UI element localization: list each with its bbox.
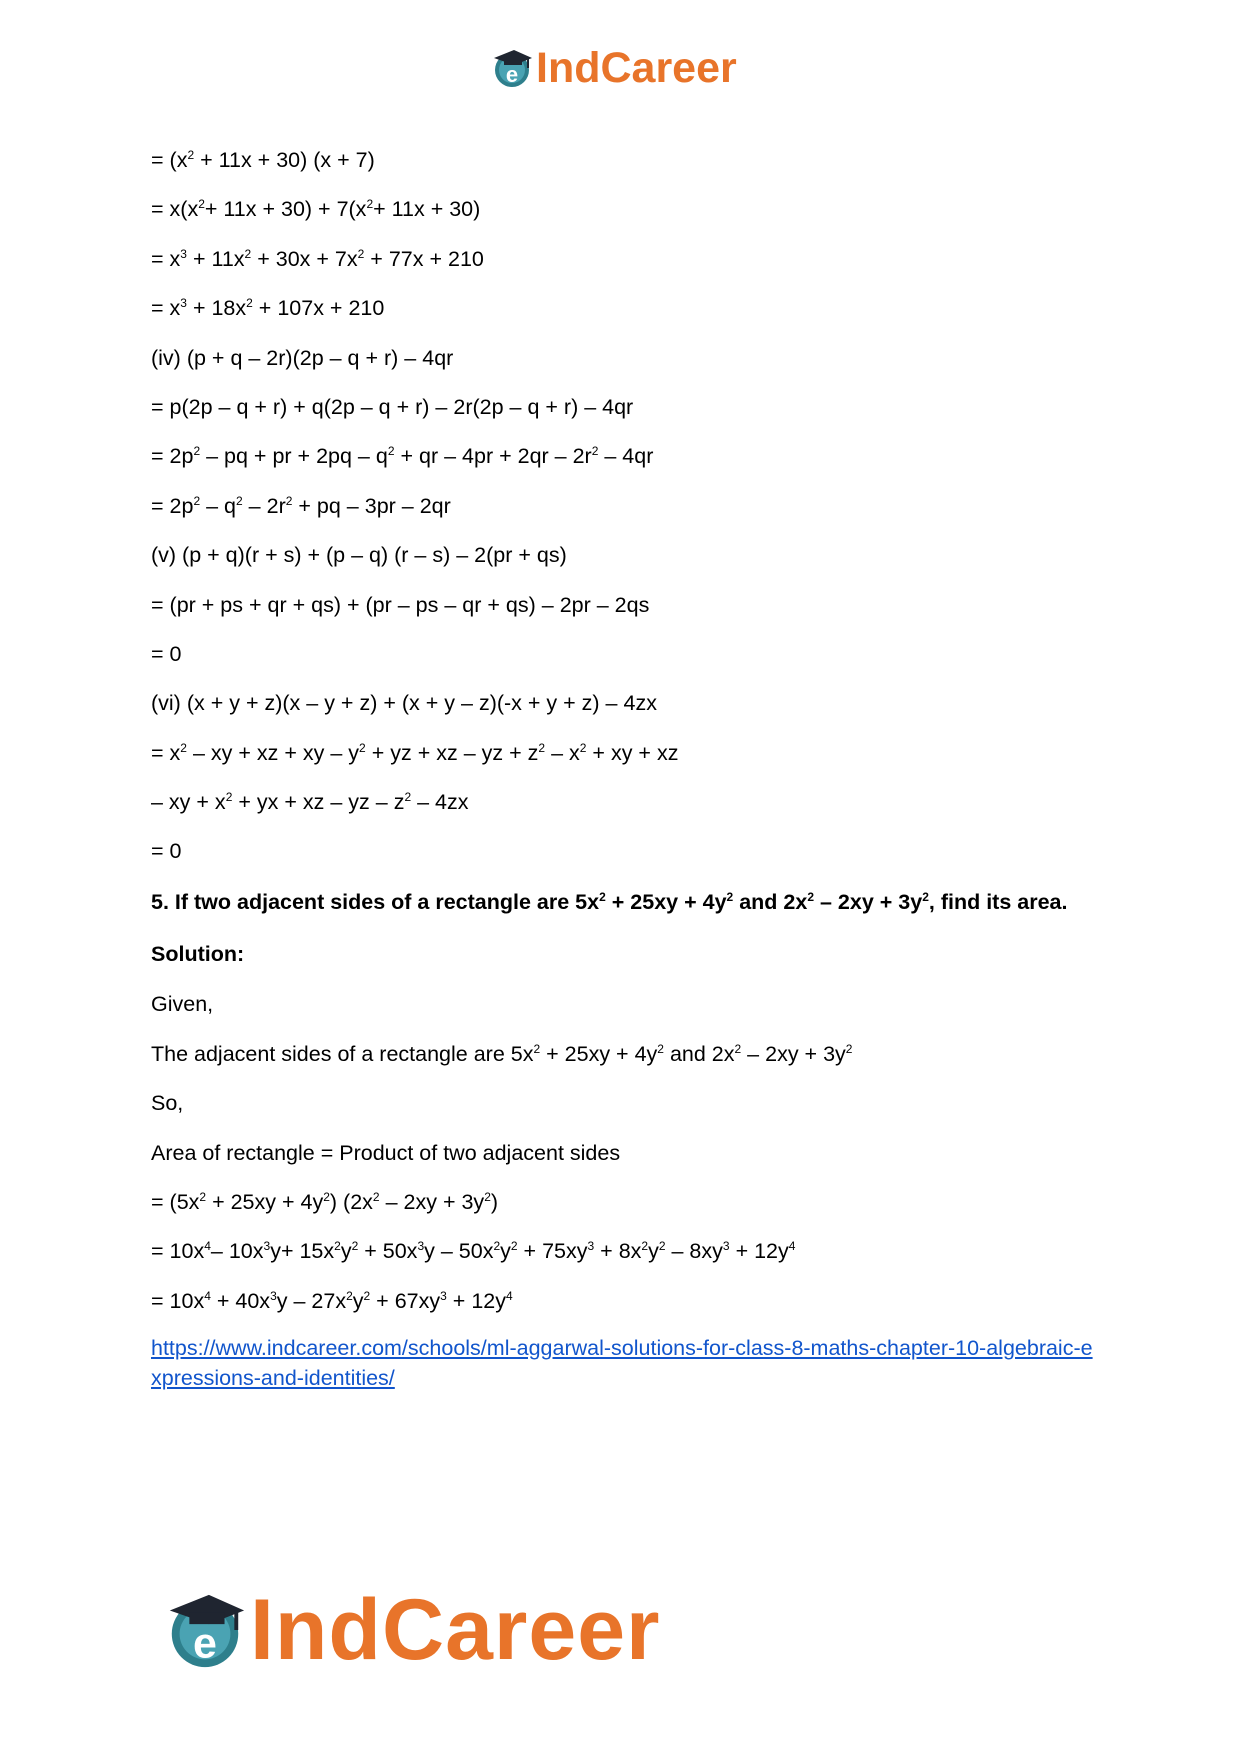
equation-line: – xy + $x^2$ + yx + xz – yz – $z^2 - 4zx$	[151, 790, 469, 815]
equation-line: Area of rectangle = Product of two adjacent sides	[151, 1140, 621, 1165]
equation-line: = $2p^2 - q^2 - 2r^2$ + pq – 3pr – 2qr	[151, 493, 451, 518]
footer-logo-text: IndCareer	[250, 1582, 661, 1678]
svg-text:e: e	[193, 1619, 217, 1668]
equation-line: = 0	[151, 641, 182, 666]
equation-line: = 0	[151, 839, 182, 864]
equation-line: = $10x^4-$ $10x^3y+ 15x^2y^2 + 50x^3y - 50x^2y^2 + 75xy^3 + 8x^2y^2 - 8xy^3 + 12y^4$	[151, 1239, 796, 1264]
equation-lines	[151, 146, 1101, 865]
graduation-cap-globe-icon	[162, 1587, 248, 1673]
solution-label: Solution:	[151, 942, 245, 967]
equation-line: (iv) (p + q – 2r)(2p – q + r) – 4qr	[151, 345, 454, 370]
equation-line: = $(5x^2 + 25xy + 4y^2)$ $(2x^2 - 2xy + 3y^2)$	[151, 1190, 499, 1215]
equation-line: = $x(x^2+ 11x + 30) + 7(x^2+ 11x + 30)$	[151, 197, 481, 222]
graduation-cap-globe-icon	[490, 46, 534, 90]
svg-text:e: e	[505, 62, 519, 87]
equation-line: (vi) (x + y + z)(x – y + z) + (x + y – z)(-x + y + z) – 4zx	[151, 691, 657, 716]
equation-line: = (pr + ps + qr + qs) + (pr – ps – qr + qs) – 2pr – 2qs	[151, 592, 650, 617]
question-5: 5. If two adjacent sides of a rectangle are $5x^2 + 25xy + 4y^2$ and $2x^2 - 2xy + 3y^2$, find its area.	[151, 890, 1068, 915]
equation-line: = $x^2$ – xy + xz + xy – $y^2$ + yz + xz – yz + $z^2 - x^2$ + xy + xz	[151, 740, 679, 765]
equation-line: (v) (p + q)(r + s) + (p – q) (r – s) – 2(pr + qs)	[151, 543, 567, 568]
solution-lines	[151, 990, 1101, 1314]
document-body	[151, 146, 1101, 1393]
equation-line: = $(x^2 + 11x + 30) (x + 7)$	[151, 148, 375, 172]
header-logo	[490, 40, 737, 96]
equation-line: Given,	[151, 992, 214, 1017]
equation-line: = $2p^2$ – pq + pr + $2pq - q^2$ + qr – $4pr + 2qr - 2r^2 - 4qr$	[151, 444, 654, 469]
equation-line: So,	[151, 1091, 184, 1116]
equation-line: = $x^3 + 18x^2 + 107x + 210$	[151, 296, 385, 321]
equation-line: = $10x^4 + 40x^3y - 27x^2y^2 + 67xy^3 + 12y^4$	[151, 1288, 513, 1313]
footer-logo	[162, 1582, 661, 1678]
equation-line: The adjacent sides of a rectangle are $5x^2 + 25xy + 4y^2$ and $2x^2 - 2xy + 3y^2$	[151, 1041, 853, 1066]
equation-line: = $x^3 + 11x^2 + 30x + 7x^2 + 77x + 210$	[151, 246, 484, 271]
source-link[interactable]: https://www.indcareer.com/schools/ml-aggarwal-solutions-for-class-8-maths-chapter-10-algebraic-expressions-and-identities/	[151, 1335, 1093, 1390]
header-logo-text: IndCareer	[536, 43, 737, 92]
equation-line: = p(2p – q + r) + q(2p – q + r) – 2r(2p – q + r) – 4qr	[151, 394, 634, 419]
